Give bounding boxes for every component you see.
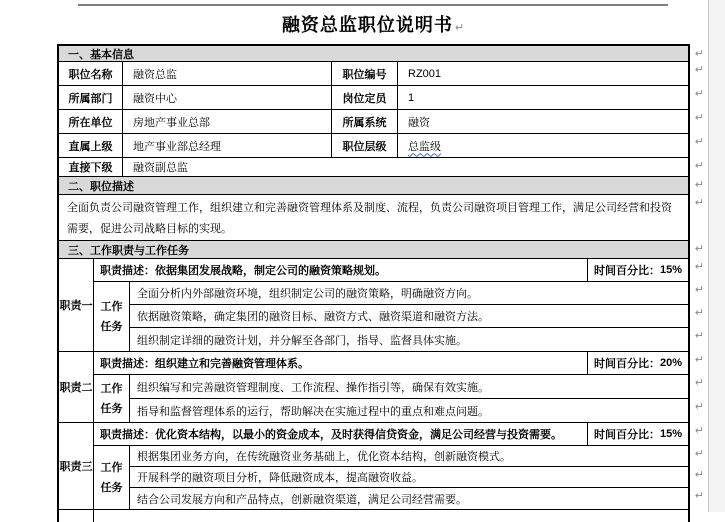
paragraph-mark-icon: ↵ <box>694 284 704 296</box>
value-position-code: RZ001 <box>408 67 442 80</box>
paragraph-mark-icon: ↵ <box>694 425 704 437</box>
responsibility-desc-row <box>94 352 704 375</box>
responsibility-description <box>94 259 588 281</box>
time-label: 时间百分比： <box>593 358 660 370</box>
label-system: 所属系统 <box>332 110 398 133</box>
label-superior: 直属上级 <box>59 134 123 157</box>
task-row <box>130 488 704 510</box>
desc-label: 职责描述： <box>100 429 155 441</box>
task-label: 工作任务 <box>94 446 130 510</box>
task-row <box>130 375 704 399</box>
section-heading-responsibilities <box>59 241 704 259</box>
task-row <box>130 282 704 305</box>
task-row <box>130 446 704 467</box>
time-percentage <box>588 352 688 374</box>
paragraph-mark-icon: ↵ <box>694 401 704 413</box>
task-label: 工作任务 <box>94 282 130 352</box>
label-unit: 所在单位 <box>59 110 123 133</box>
time-percentage <box>588 423 688 445</box>
position-description-row <box>59 195 704 241</box>
paragraph-mark-icon: ↵ <box>694 136 704 148</box>
paragraph-mark-icon: ↵ <box>694 64 704 76</box>
value-system: 融资 <box>408 116 430 129</box>
responsibility-name: 职责二 <box>59 352 94 423</box>
section-heading-text: 一、基本信息 <box>68 48 134 61</box>
task-text: 根据集团业务方向，在传统融资业务基础上，优化资本结构，创新融资模式。 <box>137 451 511 463</box>
responsibility-block-2 <box>59 352 704 423</box>
task-text: 组织制定详细的融资计划，并分解至各部门，指导、监督具体实施。 <box>137 334 467 347</box>
responsibility-block-3 <box>59 423 704 510</box>
outside-page-area <box>709 0 725 512</box>
section-heading-text: 二、职位描述 <box>68 180 134 193</box>
value-subordinate: 融资副总监 <box>133 162 188 174</box>
paragraph-mark-icon: ↵ <box>694 448 704 460</box>
paragraph-mark-icon: ↵ <box>694 48 704 60</box>
paragraph-mark-icon: ↵ <box>694 330 704 342</box>
responsibility-desc-row <box>94 423 704 446</box>
task-text: 指导和监督管理体系的运行，帮助解决在实施过程中的重点和难点问题。 <box>137 405 489 418</box>
section-heading-basic-info <box>59 46 704 62</box>
responsibility-name-partial <box>59 510 94 522</box>
value-unit: 房地产事业总部 <box>123 110 332 133</box>
label-headcount: 岗位定员 <box>332 86 398 109</box>
paragraph-mark-icon: ↵ <box>694 179 704 191</box>
responsibility-desc-row <box>94 259 704 282</box>
label-subordinate: 直接下级 <box>59 158 123 176</box>
responsibility-description <box>94 423 588 445</box>
value-position-name: 融资总监 <box>123 62 332 85</box>
task-row <box>130 328 704 352</box>
paragraph-mark-icon: ↵ <box>694 377 704 389</box>
label-position-level: 职位层级 <box>332 134 398 157</box>
paragraph-mark-icon: ↵ <box>454 22 465 34</box>
responsibility-block-1 <box>59 259 704 352</box>
value-superior: 地产事业部总经理 <box>123 134 332 157</box>
value-headcount: 1 <box>408 91 415 104</box>
table-row-department <box>59 86 704 110</box>
responsibility-description <box>94 352 588 374</box>
task-text: 结合公司发展方向和产品特点，创新融资渠道，满足公司经营需要。 <box>137 493 467 506</box>
section-heading-text: 三、工作职责与工作任务 <box>68 244 189 257</box>
paragraph-mark-icon: ↵ <box>694 243 704 255</box>
task-text: 开展科学的融资项目分析，降低融资成本，提高融资收益。 <box>137 472 423 484</box>
paragraph-mark-icon: ↵ <box>694 197 704 209</box>
task-label: 工作任务 <box>94 375 130 423</box>
paragraph-mark-icon: ↵ <box>694 88 704 100</box>
header-divider <box>78 4 668 6</box>
desc-label: 职责描述： <box>100 358 155 370</box>
section-heading-position-description <box>59 177 704 195</box>
paragraph-mark-icon: ↵ <box>694 354 704 366</box>
time-value: 15% <box>659 264 683 276</box>
page-edge-line <box>708 0 709 512</box>
responsibility-name: 职责三 <box>59 423 94 510</box>
label-position-name: 职位名称 <box>59 62 123 85</box>
time-label: 时间百分比： <box>593 265 660 277</box>
desc-label: 职责描述： <box>100 265 155 277</box>
value-department: 融资中心 <box>123 86 332 109</box>
desc-text: 组织建立和完善融资管理体系。 <box>155 358 309 370</box>
table-row-position-name <box>59 62 704 86</box>
label-department: 所属部门 <box>59 86 123 109</box>
task-row <box>130 305 704 328</box>
task-text: 组织编写和完善融资管理制度、工作流程、操作指引等，确保有效实施。 <box>137 381 489 394</box>
paragraph-mark-icon: ↵ <box>694 307 704 319</box>
paragraph-mark-icon: ↵ <box>694 112 704 124</box>
spellchecked-text: 总监级 <box>408 140 441 153</box>
desc-text: 依据集团发展战略，制定公司的融资策略规划。 <box>155 265 386 277</box>
page-title: 融资总监职位说明书 <box>281 15 453 35</box>
paragraph-mark-icon: ↵ <box>694 261 704 273</box>
document-title-row <box>78 11 668 37</box>
paragraph-mark-icon: ↵ <box>694 469 704 481</box>
table-row-unit <box>59 110 704 134</box>
task-text: 全面分析内外部融资环境，组织制定公司的融资策略，明确融资方向。 <box>137 288 478 300</box>
job-description-table <box>57 44 704 522</box>
desc-text: 优化资本结构，以最小的资金成本，及时获得信贷资金，满足公司经营与投资需要。 <box>155 429 562 441</box>
position-description-text: 全面负责公司融资管理工作，组织建立和完善融资管理体系及制度、流程，负责公司融资项目管理工作，满足公司经营和投资需要，促进公司战略目标的实现。 <box>67 202 672 235</box>
paragraph-mark-icon: ↵ <box>694 490 704 502</box>
table-row-superior <box>59 134 704 158</box>
task-row <box>130 399 704 423</box>
task-text: 依据融资策略，确定集团的融资目标、融资方式、融资渠道和融资方法。 <box>137 311 489 323</box>
label-position-code: 职位编号 <box>332 62 398 85</box>
table-row-subordinate <box>59 158 704 177</box>
task-row <box>130 467 704 488</box>
time-percentage <box>588 259 688 281</box>
responsibility-name: 职责一 <box>59 259 94 352</box>
responsibility-block-partial <box>59 510 688 522</box>
value-position-level <box>398 134 688 157</box>
paragraph-mark-icon: ↵ <box>694 160 704 172</box>
time-label: 时间百分比： <box>593 429 660 441</box>
time-value: 20% <box>659 357 683 369</box>
time-value: 15% <box>659 428 683 440</box>
